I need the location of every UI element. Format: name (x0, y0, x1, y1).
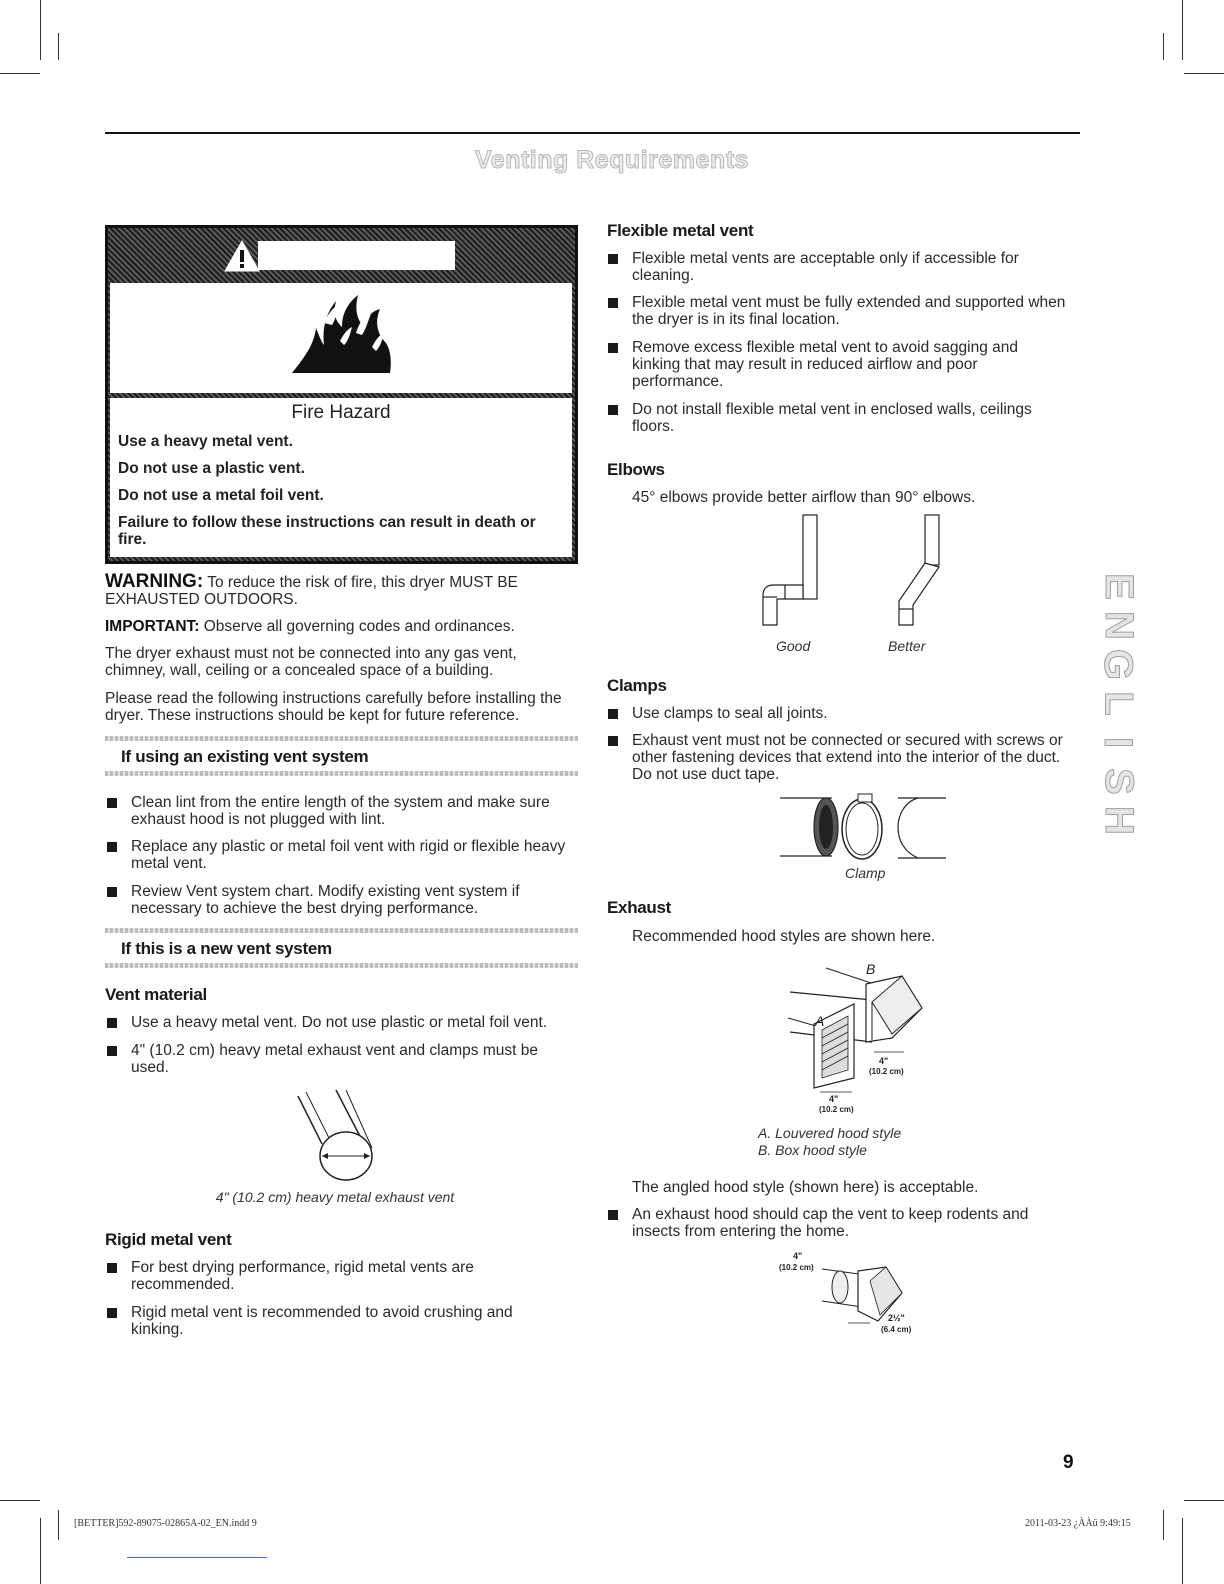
warning-text-panel (110, 398, 572, 557)
header-rule (105, 132, 1080, 134)
elbow-better-icon (899, 515, 939, 625)
list-item: An exhaust hood should cap the vent to keep rodents and insects from entering the home. (632, 1206, 1029, 1240)
list-item: Replace any plastic or metal foil vent with rigid or flexible heavy metal vent. (131, 838, 566, 872)
vent-diagram (290, 1088, 390, 1193)
warning-title: Fire Hazard (291, 402, 391, 423)
list-item: Use clamps to seal all joints. (632, 705, 828, 722)
clamp-diagram (778, 792, 948, 869)
exhaust-heading: Exhaust (607, 898, 672, 917)
side-tab-letter: E (1096, 573, 1141, 600)
list-item: Use a heavy metal vent. Do not use plastic or metal foil vent. (131, 1014, 548, 1031)
crop-mark (1163, 1510, 1164, 1540)
bullet (608, 405, 618, 415)
section-band-existing (105, 736, 578, 776)
clamps-heading: Clamps (607, 676, 667, 695)
crop-mark (1184, 1500, 1224, 1501)
hood-dim-cm: (10.2 cm) (819, 1105, 854, 1114)
elbows-text: 45° elbows provide better airflow than 90° elbows. (632, 489, 976, 506)
crop-mark (40, 0, 41, 60)
side-tab-letter: G (1096, 648, 1141, 681)
bullet (608, 736, 618, 746)
footer-filename: [BETTER]592-89075-02865A-02_EN.indd 9 (74, 1518, 257, 1529)
warning-statement (105, 573, 575, 608)
list-item: Clean lint from the entire length of the system and make sure exhaust hood is not plugged with lint. (131, 794, 550, 828)
warning-triangle-icon (224, 240, 260, 277)
warning-statement-label: WARNING: (105, 571, 204, 592)
flexible-heading: Flexible metal vent (607, 221, 754, 240)
clamp-caption: Clamp (845, 865, 886, 881)
vent-caption: 4" (10.2 cm) heavy metal exhaust vent (215, 1189, 455, 1205)
hood-label-b: B (866, 961, 876, 977)
warning-label: WARNING (308, 244, 405, 266)
side-tab-letter: N (1096, 611, 1141, 640)
list-item: Remove excess flexible metal vent to avoid sagging and kinking that may result in reduced airflow and poor performance. (632, 339, 1018, 390)
angled-dim-2half: 2½" (888, 1313, 905, 1323)
bullet (608, 343, 618, 353)
language-side-tab (1096, 567, 1141, 840)
list-item: Flexible metal vent must be fully extended and supported when the dryer is in its final location. (632, 294, 1066, 328)
elbow-good-icon (763, 515, 817, 625)
hood-dim-4in: 4" (879, 1056, 889, 1066)
elbow-diagram (755, 513, 955, 638)
crop-mark (1184, 73, 1224, 74)
list-item: Flexible metal vents are acceptable only if accessible for cleaning. (632, 250, 1019, 284)
box-hood-icon (866, 976, 922, 1042)
bullet (107, 1263, 117, 1273)
angled-text: The angled hood style (shown here) is acceptable. (632, 1179, 979, 1196)
hood-dim-cm: (10.2 cm) (869, 1067, 904, 1076)
list-item: Rigid metal vent is recommended to avoid crushing and kinking. (131, 1304, 513, 1338)
vent-material-heading: Vent material (105, 985, 207, 1004)
hood-caption-a: A. Louvered hood style (758, 1125, 902, 1141)
elbow-better-caption: Better (888, 638, 926, 654)
paragraph: The dryer exhaust must not be connected into any gas vent, chimney, wall, ceiling or a concealed space of a building. (105, 645, 517, 679)
exhaust-text: Recommended hood styles are shown here. (632, 928, 936, 945)
bullet (107, 842, 117, 852)
section-band-new (105, 928, 578, 968)
footer-link-line (127, 1557, 267, 1558)
side-tab-letter: L (1096, 691, 1141, 716)
warning-label-bar (258, 241, 455, 270)
crop-mark (1182, 0, 1183, 60)
angled-dim-cm: (10.2 cm) (779, 1263, 814, 1272)
bullet (107, 887, 117, 897)
hood-caption-b: B. Box hood style (758, 1142, 867, 1158)
rigid-heading: Rigid metal vent (105, 1230, 232, 1249)
list-item: For best drying performance, rigid metal vents are recommended. (131, 1259, 474, 1293)
hood-dim-4in: 4" (829, 1094, 839, 1104)
list-item: Review Vent system chart. Modify existing vent system if necessary to achieve the best drying performance. (131, 883, 520, 917)
warning-line: Failure to follow these instructions can result in death or fire. (118, 514, 536, 548)
existing-vent-heading: If using an existing vent system (121, 747, 369, 766)
fire-icon (292, 295, 391, 373)
bullet (107, 1308, 117, 1318)
crop-mark (58, 33, 59, 60)
crop-mark (0, 73, 40, 74)
crop-mark (40, 1518, 41, 1584)
angled-dim-4in: 4" (793, 1251, 803, 1261)
crop-mark (0, 1500, 40, 1501)
footer-timestamp: 2011-03-23 ¿ÀÀü 9:49:15 (1025, 1518, 1131, 1529)
bullet (608, 1210, 618, 1220)
bullet (608, 709, 618, 719)
bullet (107, 1046, 117, 1056)
important-label: IMPORTANT: (105, 618, 200, 635)
crop-mark (58, 1510, 59, 1540)
list-item: Exhaust vent must not be connected or secured with screws or other fastening devices that extend into the interior of the duct. Do not use duct tape. (632, 732, 1063, 783)
warning-line: Use a heavy metal vent. (118, 433, 293, 450)
warning-line: Do not use a metal foil vent. (118, 487, 324, 504)
list-item: Do not install flexible metal vent in enclosed walls, ceilings floors. (632, 401, 1032, 435)
side-tab-letter: H (1096, 806, 1141, 835)
side-tab-letter: I (1096, 736, 1141, 749)
important-statement (105, 618, 575, 635)
hood-label-a: A (815, 1013, 825, 1029)
bullet (107, 1018, 117, 1028)
bullet (608, 298, 618, 308)
side-tab-letter: S (1096, 768, 1141, 795)
angled-dim-64cm: (6.4 cm) (881, 1325, 912, 1334)
crop-mark (1182, 1518, 1183, 1584)
crop-mark (1163, 33, 1164, 60)
hood-diagram (782, 958, 932, 1123)
warning-statement-text: To reduce the risk of fire, this dryer MUST BE EXHAUSTED OUTDOORS. (105, 574, 518, 608)
fire-illustration (110, 283, 572, 393)
list-item: 4" (10.2 cm) heavy metal exhaust vent and clamps must be used. (131, 1042, 538, 1076)
new-vent-heading: If this is a new vent system (121, 939, 332, 958)
elbows-heading: Elbows (607, 460, 665, 479)
bullet (107, 798, 117, 808)
page-title: Venting Requirements (475, 146, 749, 174)
elbow-good-caption: Good (776, 638, 811, 654)
page-number: 9 (1063, 1452, 1074, 1473)
paragraph: Please read the following instructions carefully before installing the dryer. These instructions should be kept for future reference. (105, 690, 562, 724)
important-text: Observe all governing codes and ordinances. (203, 618, 515, 635)
bullet (608, 254, 618, 264)
warning-line: Do not use a plastic vent. (118, 460, 305, 477)
